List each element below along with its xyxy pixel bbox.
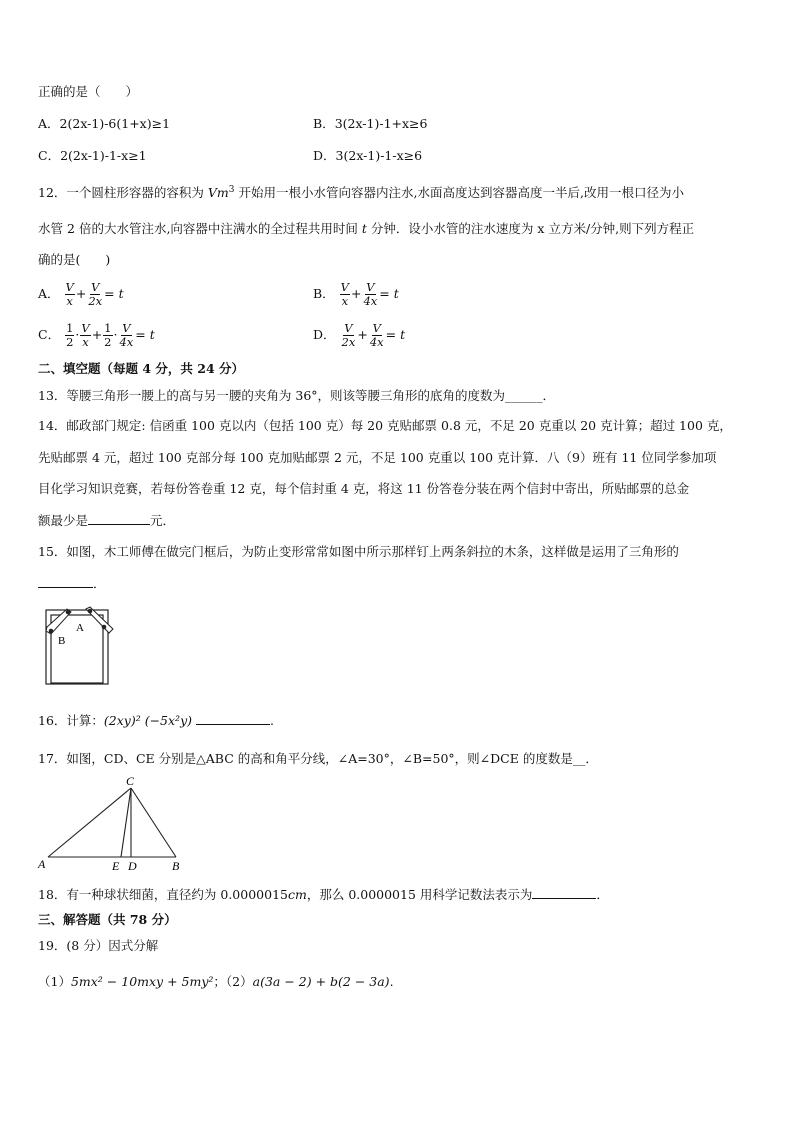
door-frame-figure [42,605,118,687]
q12-number-two: 2 [67,221,75,236]
section-heading-fill-in: 二、填空题（每题 4 分，共 24 分） [38,361,245,376]
denominator: x [82,335,89,349]
option-text: 3(2x-1)-1+x≥6 [334,116,428,131]
option-text: 3(2x-1)-1-x≥6 [335,148,423,163]
q12-option-b [313,281,399,308]
side-ac [48,788,131,857]
q19-parts [38,972,394,990]
q15-text: ． [93,576,106,591]
q11-option-a [38,114,170,132]
operator: + [91,327,103,342]
q12-line2 [38,219,694,237]
numerator: V [344,321,353,335]
denominator: 2 [66,335,74,349]
denominator: 4x [119,335,134,349]
fraction [341,322,357,349]
answer-blank[interactable] [196,712,270,725]
q12-text: 倍的大水管注水,向容器中注满水的全过程共用时间 [78,221,358,236]
option-label: C． [38,327,61,342]
q14-text: 元． [150,513,176,528]
q12-volume: Vm [207,185,229,200]
fraction-half [103,322,112,349]
q18-text: ，那么 0.0000015 用科学记数法表示为 [306,887,533,902]
label-a: A [38,857,46,871]
brace-right [86,607,113,633]
fraction [80,322,90,349]
q12-line3: 确的是( ) [38,252,111,267]
label-b: B [172,859,180,873]
q18-unit: cm [287,887,307,902]
denominator: 2 [104,335,112,349]
option-label: B． [313,116,335,131]
numerator: V [340,280,349,294]
option-text: 2(2x-1)-1-x≥1 [60,148,147,163]
option-text: 2(2x-1)-6(1+x)≥1 [59,116,171,131]
q19-end: . [389,974,394,989]
section-heading-solutions: 三、解答题（共 78 分） [38,912,177,927]
q18-text: 18．有一种球状细菌，直径约为 0.0000015 [38,887,288,902]
option-label: D． [313,327,336,342]
rhs: = t [379,286,399,301]
fraction [65,281,75,308]
q16-suffix: . [270,713,274,728]
rhs: = t [104,286,124,301]
denominator: 2x [341,335,356,349]
numerator: V [366,280,375,294]
q14-line3: 目化学习知识竞赛，若每份答卷重 12 克，每个信封重 4 克，将这 11 份答卷分装在两个信封中寄出，所贴邮票的总金 [38,481,690,496]
numerator: V [372,321,381,335]
q16-expression: (2xy)² (−5x²y) [103,713,193,728]
q12-volume-exp: 3 [228,184,235,195]
fraction-half [65,322,74,349]
side-bc [131,788,176,857]
q15-line1: 15．如图，木工师傅在做完门框后，为防止变形常常如图中所示那样钉上两条斜拉的木条，这样做是运用了三角形的 [38,544,679,559]
option-label: B． [313,286,335,301]
q14-line4 [38,511,175,529]
q12-var-x: x [537,221,545,236]
q11-option-c [38,146,147,164]
fraction [118,322,134,349]
label-b: B [58,635,66,647]
q18-text: ． [596,887,609,902]
denominator: 4x [363,294,378,308]
q18-line [38,885,609,903]
bisector-ce [121,788,131,857]
fraction [87,281,103,308]
rhs: = t [135,327,155,342]
q12-option-a [38,281,124,308]
numerator: V [81,321,90,335]
q16-prefix: 16．计算： [38,713,104,728]
numerator: V [65,280,74,294]
q12-number: 12． [38,185,67,200]
fraction [362,281,378,308]
label-a: A [76,622,84,634]
answer-blank[interactable] [88,512,150,525]
q13-text: 13．等腰三角形一腰上的高与另一腰的夹角为 36°，则该等腰三角形的底角的度数为______． [38,388,556,403]
option-label: C． [38,148,61,163]
option-label: D． [313,148,336,163]
dot: · [113,327,118,342]
denominator: 2x [88,294,103,308]
fraction [340,281,350,308]
q12-text: 分钟．设小水管的注水速度为 [370,221,534,236]
rhs: = t [385,327,406,342]
q14-text: 额最少是 [38,513,89,528]
q12-option-d [313,322,405,349]
option-label: A． [38,286,60,301]
q14-line1: 14．邮政部门规定: 信函重 100 克以内（包括 100 克）每 20 克贴邮票 0.8 元，不足 20 克重以 20 克计算；超过 100 克， [38,418,732,433]
brace-left [46,609,71,634]
q19-title: 19．(8 分）因式分解 [38,938,159,953]
dot: · [75,327,80,342]
triangle-figure [32,774,192,874]
fraction [369,322,385,349]
q16-line [38,711,274,729]
q12-text: 立方米/分钟,则下列方程正 [548,221,695,236]
q14-line2: 先贴邮票 4 元，超过 100 克部分每 100 克加贴邮票 2 元，不足 100 克重以 100 克计算．八（9）班有 11 位同学参加项 [38,450,717,465]
q19-part1-label: （1） [38,974,71,989]
q11-stem-tail: 正确的是（ ） [38,84,139,99]
q12-text: 开始用一根小水管向容器内注水,水面高度达到容器高度一半后,改用一根口径为小 [238,185,684,200]
operator: + [350,286,362,301]
option-label: A． [38,116,60,131]
q12-var-t: t [361,221,367,236]
q11-option-b [313,114,427,132]
q12-text: 一个圆柱形容器的容积为 [66,185,204,200]
label-c: C [126,774,135,788]
q12-option-c [38,322,155,349]
denominator: x [66,294,73,308]
q19-part1-expr: 5mx² − 10mxy + 5my² [70,974,214,989]
answer-blank[interactable] [532,886,596,899]
q19-separator: ；（2） [213,974,253,989]
operator: + [357,327,368,342]
q17-text: 17．如图，CD、CE 分别是△ABC 的高和角平分线，∠A=30°，∠B=50°，则∠DCE 的度数是__． [38,751,598,766]
operator: + [75,286,87,301]
numerator: 1 [104,321,112,335]
numerator: 1 [66,321,74,335]
q11-option-d [313,146,422,164]
label-e: E [112,859,120,873]
q12-line1 [38,183,684,201]
q19-part2-expr: a(3a − 2) + b(2 − 3a) [252,974,390,989]
label-d: D [128,859,137,873]
q15-line2 [38,574,106,592]
numerator: V [91,280,100,294]
denominator: 4x [369,335,384,349]
q12-text: 水管 [38,221,64,236]
denominator: x [341,294,349,308]
numerator: V [122,321,131,335]
answer-blank[interactable] [38,575,93,588]
